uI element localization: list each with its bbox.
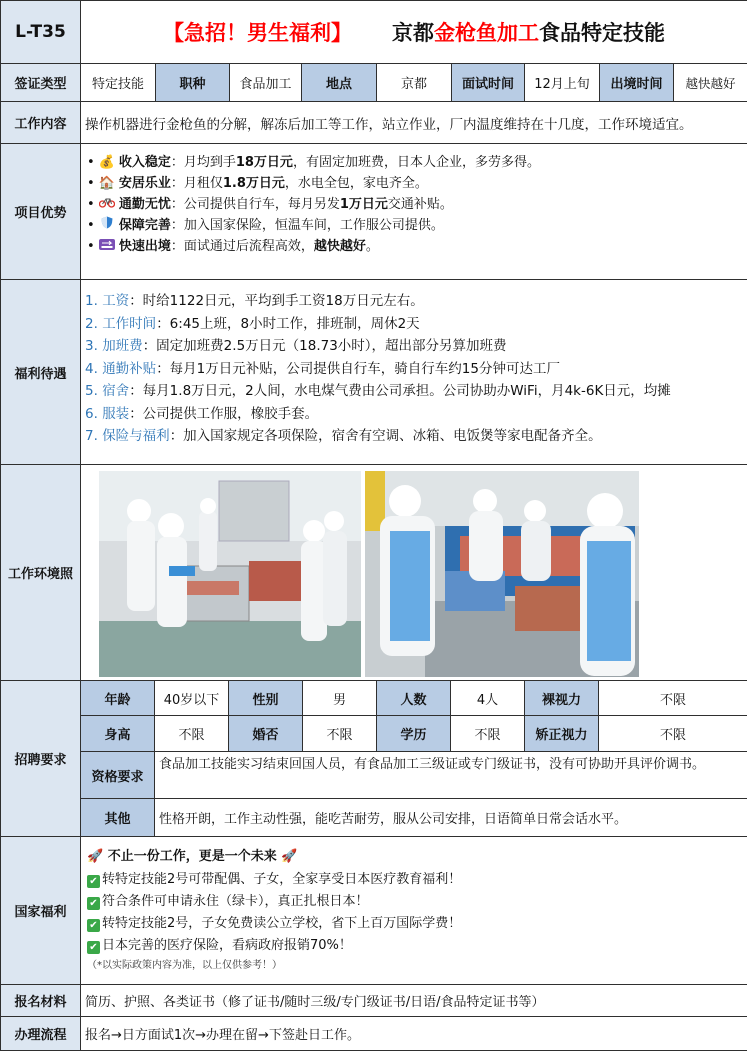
education-value: 不限 bbox=[451, 716, 525, 751]
height-label: 身高 bbox=[81, 716, 155, 751]
location-label: 地点 bbox=[302, 64, 377, 101]
process-row bbox=[1, 1017, 747, 1051]
benefit-item: 3. 加班费：固定加班费2.5万日元（18.73小时），超出部分另算加班费 bbox=[85, 338, 507, 354]
house-icon: 🏠 bbox=[98, 176, 115, 191]
photos-row bbox=[1, 465, 747, 681]
visa-type-label: 签证类型 bbox=[1, 64, 81, 101]
check-icon: ✔ bbox=[87, 897, 100, 910]
check-icon: ✔ bbox=[87, 919, 100, 932]
other-label: 其他 bbox=[81, 799, 155, 836]
national-benefits-label: 国家福利 bbox=[1, 837, 81, 984]
title-urgent: 急招！男生福利 bbox=[184, 21, 331, 45]
national-benefits-row bbox=[1, 837, 747, 985]
departure-time-label: 出境时间 bbox=[600, 64, 674, 101]
national-item: ✔ 转特定技能2号可带配偶、子女，全家享受日本医疗教育福利！ bbox=[87, 869, 747, 891]
advantages-list bbox=[81, 144, 747, 257]
materials-text: 简历、护照、各类证书（修了证书/随时三级/专门级证书/日语/食品特定证书等） bbox=[85, 995, 545, 1010]
marital-value: 不限 bbox=[303, 716, 377, 751]
title-highlight: 金枪鱼加工 bbox=[434, 21, 539, 45]
photos-label: 工作环境照 bbox=[1, 465, 81, 680]
header-row bbox=[1, 1, 747, 64]
job-type-label: 职种 bbox=[156, 64, 230, 101]
rocket-icon: 🚀 bbox=[87, 849, 104, 864]
corrected-vision-label: 矫正视力 bbox=[525, 716, 599, 751]
requirements-row bbox=[1, 681, 747, 837]
gender-value: 男 bbox=[303, 681, 377, 715]
national-item: ✔ 转特定技能2号，子女免费读公立学校，省下上百万国际学费！ bbox=[87, 913, 747, 935]
naked-eye-vision-label: 裸视力 bbox=[525, 681, 599, 715]
work-content-row bbox=[1, 102, 747, 144]
advantages-label: 项目优势 bbox=[1, 144, 81, 279]
benefit-item: 7. 保险与福利：加入国家规定各项保险，宿舍有空调、冰箱、电饭煲等家电配备齐全。 bbox=[85, 428, 602, 444]
page-title bbox=[81, 1, 747, 63]
benefits-row bbox=[1, 280, 747, 465]
visa-type-value: 特定技能 bbox=[81, 64, 156, 101]
marital-label: 婚否 bbox=[229, 716, 303, 751]
advantages-row bbox=[1, 144, 747, 280]
headcount-label: 人数 bbox=[377, 681, 451, 715]
height-value: 不限 bbox=[155, 716, 229, 751]
rocket-icon: 🚀 bbox=[281, 849, 298, 864]
national-item: ✔ 符合条件可申请永住（绿卡），真正扎根日本！ bbox=[87, 891, 747, 913]
advantage-item: • 通勤无忧：公司提供自行车，每月另发1万日元交通补贴。 bbox=[87, 194, 747, 215]
materials-label: 报名材料 bbox=[1, 985, 81, 1016]
job-type-value: 食品加工 bbox=[230, 64, 302, 101]
national-item: ✔ 日本完善的医疗保险，看病政府报销70%！ bbox=[87, 935, 747, 957]
process-text: 报名→日方面试1次→办理在留→下签赴日工作。 bbox=[85, 1028, 360, 1043]
check-icon: ✔ bbox=[87, 875, 100, 888]
other-value: 性格开朗，工作主动性强，能吃苦耐劳，服从公司安排，日语简单日常会话水平。 bbox=[159, 812, 628, 827]
shield-icon bbox=[99, 215, 115, 236]
education-label: 学历 bbox=[377, 716, 451, 751]
title-bracket-open: 【 bbox=[163, 21, 184, 45]
qualification-value: 食品加工技能实习结束回国人员，有食品加工三级证或专门级证书，没有可协助开具评价调书。 bbox=[159, 757, 706, 772]
work-content-text: 操作机器进行金枪鱼的分解，解冻后加工等工作，站立作业，厂内温度维持在十几度，工作环境适宜。 bbox=[85, 116, 693, 133]
advantage-item: • 💰 收入稳定：月均到手18万日元，有固定加班费，日本人企业，多劳多得。 bbox=[87, 152, 747, 173]
title-category: 食品特定技能 bbox=[539, 21, 665, 45]
interview-time-value: 12月上旬 bbox=[525, 64, 600, 101]
naked-eye-vision-value: 不限 bbox=[659, 692, 686, 708]
materials-row bbox=[1, 985, 747, 1017]
age-value: 40岁以下 bbox=[155, 681, 229, 715]
advantage-item: • 快速出境：面试通过后流程高效，越快越好。 bbox=[87, 236, 747, 257]
factory-photo-left bbox=[99, 471, 361, 677]
title-location: 京都 bbox=[392, 21, 434, 45]
interview-time-label: 面试时间 bbox=[452, 64, 525, 101]
check-icon: ✔ bbox=[87, 941, 100, 954]
title-bracket-close: 】 bbox=[331, 21, 352, 45]
age-label: 年龄 bbox=[81, 681, 155, 715]
info-row bbox=[1, 64, 747, 102]
requirements-label: 招聘要求 bbox=[1, 681, 81, 836]
benefit-item: 6. 服装：公司提供工作服，橡胶手套。 bbox=[85, 405, 319, 422]
benefit-item: 1. 工资：时给1122日元，平均到手工资18万日元左右。 bbox=[85, 293, 424, 309]
advantage-item: • 保障完善：加入国家保险，恒温车间，工作服公司提供。 bbox=[87, 215, 747, 236]
corrected-vision-value: 不限 bbox=[659, 728, 686, 743]
money-bag-icon: 💰 bbox=[98, 155, 115, 170]
benefit-item: 2. 工作时间：6:45上班，8小时工作，排班制，周休2天 bbox=[85, 315, 420, 332]
benefits-list bbox=[81, 280, 747, 448]
national-headline: 🚀 不止一份工作，更是一个未来 🚀 bbox=[87, 849, 298, 864]
job-code: L-T35 bbox=[1, 1, 81, 63]
benefits-label: 福利待遇 bbox=[1, 280, 81, 464]
gender-label: 性别 bbox=[229, 681, 303, 715]
headcount-value: 4人 bbox=[451, 681, 525, 715]
benefit-item: 4. 通勤补贴：每月1万日元补贴，公司提供自行车，骑自行车约15分钟可达工厂 bbox=[85, 360, 560, 377]
advantage-item: • 🏠 安居乐业：月租仅1.8万日元，水电全包，家电齐全。 bbox=[87, 173, 747, 194]
bicycle-icon bbox=[99, 194, 115, 215]
soon-arrow-icon bbox=[99, 236, 115, 257]
work-content-label: 工作内容 bbox=[1, 102, 81, 143]
location-value: 京都 bbox=[377, 64, 452, 101]
qualification-label: 资格要求 bbox=[81, 752, 155, 798]
benefit-item: 5. 宿舍：每月1.8万日元，2人间，水电煤气费由公司承担。公司协助办WiFi，月4k-6K日元，均摊 bbox=[85, 383, 671, 399]
process-label: 办理流程 bbox=[1, 1017, 81, 1050]
departure-time-value: 越快越好 bbox=[685, 75, 736, 91]
national-note: （*以实际政策内容为准，以上仅供参考！） bbox=[87, 960, 282, 971]
factory-photo-right bbox=[365, 471, 639, 677]
